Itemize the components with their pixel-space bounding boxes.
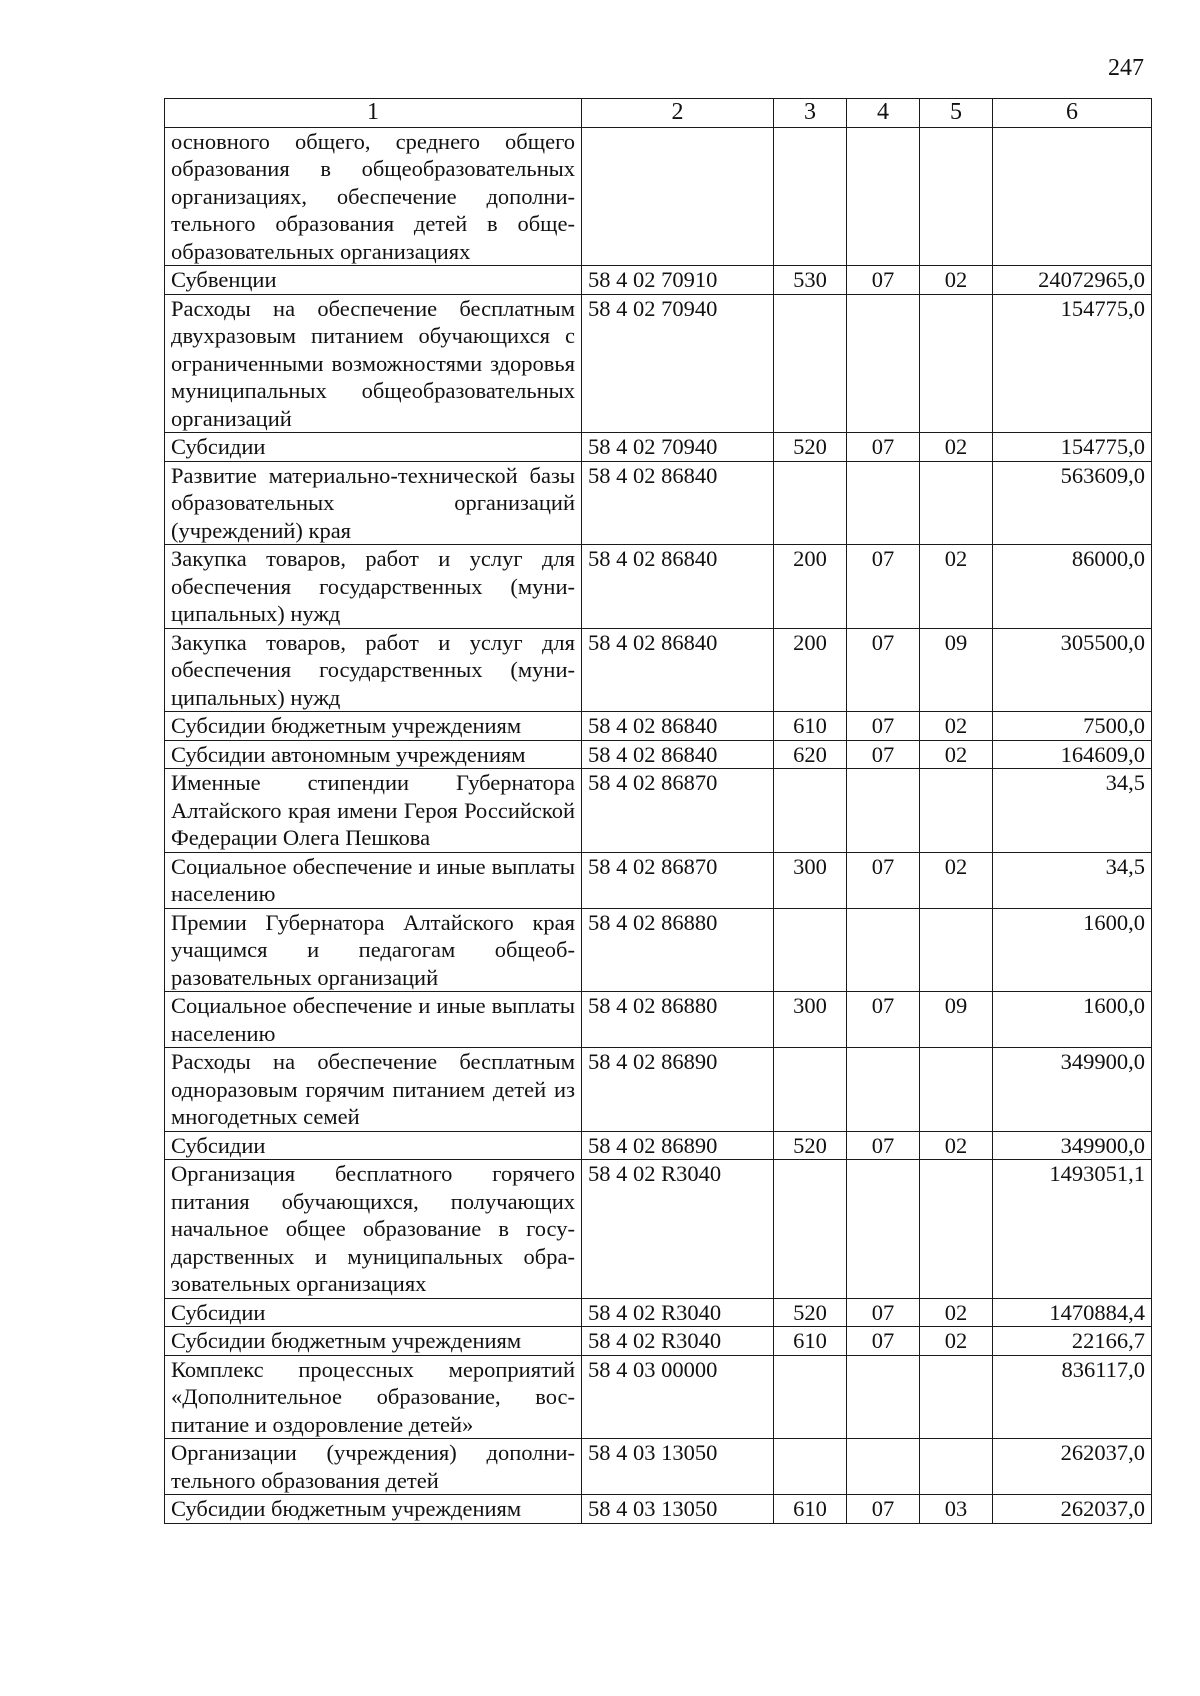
table-row — [165, 1298, 1152, 1327]
row-description: Субсидии — [165, 1131, 582, 1160]
row-code: 58 4 02 R3040 — [582, 1327, 774, 1356]
row-column-3 — [774, 461, 847, 545]
row-code: 58 4 02 R3040 — [582, 1298, 774, 1327]
table-row — [165, 1160, 1152, 1299]
row-column-3: 520 — [774, 1131, 847, 1160]
row-description: Субсидии бюджетным учреждениям — [165, 1495, 582, 1524]
row-column-4: 07 — [847, 852, 920, 908]
row-amount: 305500,0 — [993, 628, 1152, 712]
row-code: 58 4 02 86840 — [582, 545, 774, 629]
row-amount: 1493051,1 — [993, 1160, 1152, 1299]
row-column-5: 02 — [920, 545, 993, 629]
row-code: 58 4 02 86840 — [582, 740, 774, 769]
row-amount: 22166,7 — [993, 1327, 1152, 1356]
column-header: 2 — [582, 99, 774, 128]
row-column-3 — [774, 1355, 847, 1439]
row-code: 58 4 02 86840 — [582, 461, 774, 545]
row-description: Субсидии — [165, 433, 582, 462]
row-column-5: 02 — [920, 740, 993, 769]
row-amount: 164609,0 — [993, 740, 1152, 769]
row-column-5: 02 — [920, 1327, 993, 1356]
row-column-4: 07 — [847, 545, 920, 629]
row-code: 58 4 02 R3040 — [582, 1160, 774, 1299]
table-row — [165, 545, 1152, 629]
table-row — [165, 1495, 1152, 1524]
row-column-5 — [920, 1048, 993, 1132]
row-amount: 154775,0 — [993, 433, 1152, 462]
row-column-4 — [847, 1160, 920, 1299]
row-description: Именные стипендии Губернатора Алтайского края имени Героя Российской Федерации Олега Пешкова — [165, 769, 582, 853]
row-amount: 1600,0 — [993, 908, 1152, 992]
row-column-3: 520 — [774, 433, 847, 462]
row-column-4: 07 — [847, 1131, 920, 1160]
row-amount: 7500,0 — [993, 712, 1152, 741]
row-column-4: 07 — [847, 266, 920, 295]
row-column-4: 07 — [847, 1327, 920, 1356]
row-code: 58 4 02 86880 — [582, 992, 774, 1048]
table-row — [165, 769, 1152, 853]
row-column-5 — [920, 1355, 993, 1439]
row-code: 58 4 02 86870 — [582, 852, 774, 908]
row-column-3 — [774, 127, 847, 266]
row-column-3: 200 — [774, 628, 847, 712]
row-amount: 1600,0 — [993, 992, 1152, 1048]
row-amount: 349900,0 — [993, 1048, 1152, 1132]
row-column-3: 530 — [774, 266, 847, 295]
row-description: Расходы на обеспечение бесплатным одноразовым горячим питанием детей из многодетных семей — [165, 1048, 582, 1132]
row-description: Организация бесплатного горячего питания обучающихся, получающих начальное общее образование в государственных и муниципальных образовательных организациях — [165, 1160, 582, 1299]
row-column-5: 09 — [920, 628, 993, 712]
row-code: 58 4 03 13050 — [582, 1495, 774, 1524]
row-column-4: 07 — [847, 433, 920, 462]
row-column-3 — [774, 769, 847, 853]
row-code: 58 4 02 86840 — [582, 628, 774, 712]
row-column-5: 03 — [920, 1495, 993, 1524]
row-column-4 — [847, 1439, 920, 1495]
row-code: 58 4 02 86870 — [582, 769, 774, 853]
row-amount: 86000,0 — [993, 545, 1152, 629]
table-row — [165, 1131, 1152, 1160]
table-row — [165, 1048, 1152, 1132]
row-column-3 — [774, 294, 847, 433]
row-column-4: 07 — [847, 1298, 920, 1327]
row-column-4 — [847, 1048, 920, 1132]
row-column-4 — [847, 461, 920, 545]
row-column-3: 610 — [774, 1495, 847, 1524]
row-column-4: 07 — [847, 992, 920, 1048]
row-amount: 262037,0 — [993, 1495, 1152, 1524]
row-description: Субсидии — [165, 1298, 582, 1327]
row-description: Субсидии бюджетным учреждениям — [165, 1327, 582, 1356]
row-amount: 34,5 — [993, 769, 1152, 853]
column-header: 4 — [847, 99, 920, 128]
row-column-3: 300 — [774, 992, 847, 1048]
row-code: 58 4 03 00000 — [582, 1355, 774, 1439]
row-description: Закупка товаров, работ и услуг для обеспечения государственных (муниципальных) нужд — [165, 628, 582, 712]
table-row — [165, 628, 1152, 712]
row-column-3 — [774, 908, 847, 992]
row-column-5: 02 — [920, 1131, 993, 1160]
row-amount: 34,5 — [993, 852, 1152, 908]
row-code: 58 4 02 70910 — [582, 266, 774, 295]
table-row — [165, 1327, 1152, 1356]
row-code: 58 4 02 70940 — [582, 433, 774, 462]
table-row — [165, 433, 1152, 462]
row-column-4: 07 — [847, 740, 920, 769]
row-column-5: 02 — [920, 712, 993, 741]
row-column-4 — [847, 127, 920, 266]
row-description: Развитие материально-технической базы образовательных организаций (учреждений) края — [165, 461, 582, 545]
row-amount: 836117,0 — [993, 1355, 1152, 1439]
table-row — [165, 908, 1152, 992]
table-row — [165, 852, 1152, 908]
column-header: 6 — [993, 99, 1152, 128]
row-column-3 — [774, 1048, 847, 1132]
row-code: 58 4 02 86890 — [582, 1131, 774, 1160]
column-header: 5 — [920, 99, 993, 128]
row-code: 58 4 03 13050 — [582, 1439, 774, 1495]
row-code: 58 4 02 70940 — [582, 294, 774, 433]
row-column-3: 610 — [774, 1327, 847, 1356]
row-column-5 — [920, 908, 993, 992]
row-column-4: 07 — [847, 1495, 920, 1524]
table-row — [165, 740, 1152, 769]
row-column-3 — [774, 1439, 847, 1495]
row-description: Расходы на обеспечение бесплатным двухразовым питанием обучающихся с ограниченными возможностями здоровья муниципальных общеобразовательных организаций — [165, 294, 582, 433]
row-code: 58 4 02 86840 — [582, 712, 774, 741]
row-column-5 — [920, 1439, 993, 1495]
row-description: Социальное обеспечение и иные выплаты населению — [165, 852, 582, 908]
row-amount: 262037,0 — [993, 1439, 1152, 1495]
row-description: Социальное обеспечение и иные выплаты населению — [165, 992, 582, 1048]
row-code — [582, 127, 774, 266]
row-column-5: 09 — [920, 992, 993, 1048]
row-column-5: 02 — [920, 266, 993, 295]
row-code: 58 4 02 86890 — [582, 1048, 774, 1132]
column-header: 3 — [774, 99, 847, 128]
row-description: Субсидии бюджетным учреждениям — [165, 712, 582, 741]
row-code: 58 4 02 86880 — [582, 908, 774, 992]
row-column-3: 300 — [774, 852, 847, 908]
row-amount: 24072965,0 — [993, 266, 1152, 295]
row-column-4: 07 — [847, 712, 920, 741]
row-column-5 — [920, 127, 993, 266]
row-description: Субвенции — [165, 266, 582, 295]
row-column-5 — [920, 461, 993, 545]
row-column-3: 610 — [774, 712, 847, 741]
column-header: 1 — [165, 99, 582, 128]
row-column-3: 620 — [774, 740, 847, 769]
table-row — [165, 1439, 1152, 1495]
table-row — [165, 992, 1152, 1048]
row-amount: 1470884,4 — [993, 1298, 1152, 1327]
row-amount — [993, 127, 1152, 266]
table-row — [165, 712, 1152, 741]
header-row — [165, 99, 1152, 128]
row-amount: 563609,0 — [993, 461, 1152, 545]
row-column-4 — [847, 908, 920, 992]
row-description: Организации (учреждения) дополнительного образования детей — [165, 1439, 582, 1495]
row-column-4 — [847, 1355, 920, 1439]
row-column-4 — [847, 769, 920, 853]
row-description: Комплекс процессных мероприятий «Дополнительное образование, воспитание и оздоровление детей» — [165, 1355, 582, 1439]
row-column-5: 02 — [920, 433, 993, 462]
row-column-5: 02 — [920, 1298, 993, 1327]
table-row — [165, 294, 1152, 433]
row-column-4 — [847, 294, 920, 433]
row-column-5 — [920, 294, 993, 433]
row-description: Премии Губернатора Алтайского края учащимся и педагогам общеобразовательных организаций — [165, 908, 582, 992]
table-row — [165, 1355, 1152, 1439]
row-amount: 349900,0 — [993, 1131, 1152, 1160]
row-description: Закупка товаров, работ и услуг для обеспечения государственных (муниципальных) нужд — [165, 545, 582, 629]
row-column-3: 520 — [774, 1298, 847, 1327]
row-description: основного общего, среднего общего образования в общеобразовательных организациях, обеспечение дополнительного образования детей в общеобразовательных организациях — [165, 127, 582, 266]
row-column-4: 07 — [847, 628, 920, 712]
row-column-5 — [920, 769, 993, 853]
page-number: 247 — [1108, 55, 1144, 81]
row-description: Субсидии автономным учреждениям — [165, 740, 582, 769]
table-row — [165, 266, 1152, 295]
table-row — [165, 127, 1152, 266]
row-amount: 154775,0 — [993, 294, 1152, 433]
row-column-3 — [774, 1160, 847, 1299]
budget-table — [164, 98, 1152, 1524]
row-column-5 — [920, 1160, 993, 1299]
row-column-5: 02 — [920, 852, 993, 908]
row-column-3: 200 — [774, 545, 847, 629]
table-row — [165, 461, 1152, 545]
